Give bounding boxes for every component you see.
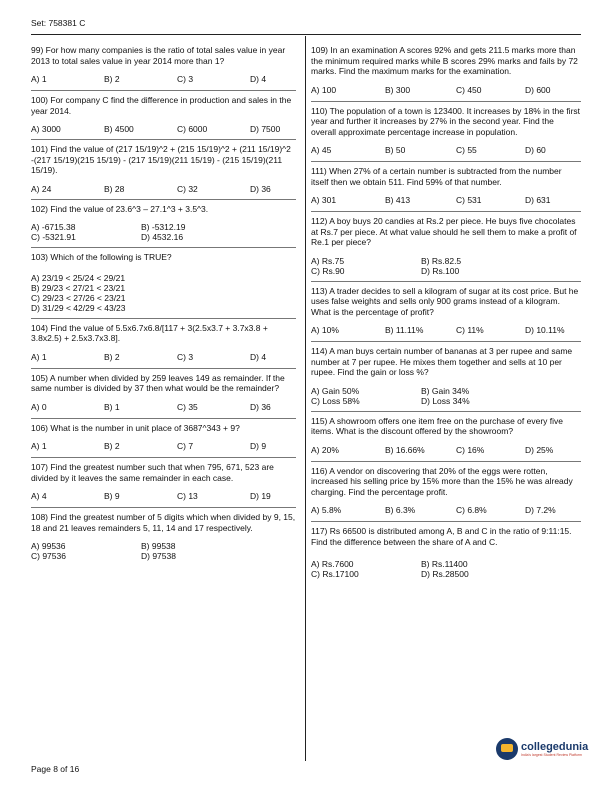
option-a: A) 3000	[31, 124, 61, 134]
option-d: D) 31/29 < 42/29 < 43/23	[31, 302, 126, 313]
question-105	[31, 373, 296, 413]
option-c: C) 3	[177, 351, 194, 362]
option-a: A) 1	[31, 441, 47, 451]
question-text: 111) When 27% of a certain number is subtracted from the number itself then we obtain 511. Find 59% of that number.	[311, 166, 562, 187]
options	[311, 256, 581, 276]
option-b: B) 16.66%	[385, 444, 425, 455]
separator	[31, 507, 296, 508]
options	[311, 386, 581, 406]
option-c: C) 6000	[177, 124, 208, 134]
options	[311, 559, 581, 579]
option-d: D) 9	[250, 441, 267, 451]
option-c: C) -5321.91	[31, 232, 76, 242]
question-text: 116) A vendor on discovering that 20% of the eggs were rotten, increased his selling price by 15% more than the 15% he was already charging. Find the percentage profit.	[311, 465, 573, 497]
option-d: D) 7500	[250, 124, 281, 134]
separator	[311, 461, 581, 462]
collegedunia-logo	[496, 738, 588, 760]
options	[311, 195, 581, 206]
option-a: A) Gain 50%	[311, 385, 360, 396]
option-a: A) 23/19 < 25/24 < 29/21	[31, 272, 126, 283]
option-b: B) 300	[385, 84, 411, 95]
separator	[31, 90, 296, 91]
question-text: 109) In an examination A scores 92% and gets 211.5 marks more than the minimum required marks while B scores 29% marks and fails by 72 marks. Find the maximum marks for the examination.	[311, 45, 578, 76]
option-b: B) 2	[104, 74, 120, 84]
option-d: D) Rs.28500	[421, 569, 469, 579]
option-b: B) 50	[385, 145, 406, 155]
question-117	[311, 526, 581, 579]
option-c: C) Rs.17100	[311, 569, 359, 579]
option-c: C) 3	[177, 74, 194, 84]
option-b: B) 4500	[104, 124, 134, 134]
option-c: C) 35	[177, 401, 198, 412]
option-d: D) 4	[250, 351, 267, 362]
separator	[311, 211, 581, 212]
option-b: B) Rs.82.5	[421, 255, 462, 266]
logo-text	[521, 741, 588, 758]
option-a: A) 5.8%	[311, 505, 342, 515]
separator	[311, 101, 581, 102]
option-a: A) 10%	[311, 325, 339, 335]
question-text: 107) Find the greatest number such that when 795, 671, 523 are divided by it leaves the same remainder in each case.	[31, 462, 274, 483]
option-a: A) 1	[31, 351, 47, 362]
option-c: C) 6.8%	[456, 505, 487, 515]
options	[31, 124, 296, 135]
question-107	[31, 462, 296, 502]
option-a: A) 20%	[311, 444, 339, 455]
question-108	[31, 512, 296, 561]
question-99	[31, 45, 296, 85]
option-a: A) 301	[311, 195, 337, 205]
option-b: B) 11.11%	[385, 325, 424, 335]
option-c: C) 13	[177, 491, 198, 501]
question-text: 106) What is the number in unit place of 3687^343 + 9?	[31, 422, 240, 433]
separator	[31, 199, 296, 200]
question-text: 115) A showroom offers one item free on the purchase of every five items. What is the discount offered by the showroom?	[311, 415, 563, 436]
option-a: A) 99536	[31, 541, 66, 551]
question-text: 99) For how many companies is the ratio of total sales value in year 2013 to total sales value in year 2014 more than 1?	[31, 45, 286, 66]
question-102	[31, 204, 296, 243]
question-106	[31, 423, 296, 453]
option-b: B) 99538	[141, 541, 176, 551]
question-104	[31, 323, 296, 363]
options	[311, 145, 581, 156]
question-text: 117) Rs 66500 is distributed among A, B and C in the ratio of 9:11:15. Find the difference between the share of A and C.	[311, 526, 572, 547]
options	[31, 74, 296, 85]
question-text: 113) A trader decides to sell a kilogram of sugar at its cost price. But he uses false weights and sells only 900 grams instead of a kilogram. What is the percentage of profit?	[311, 285, 579, 317]
option-a: A) Rs.7600	[311, 559, 354, 569]
question-text: 101) Find the value of (217 15/19)^2 + (215 15/19)^2 + (211 15/19)^2 -(217 15/19)(215 15/19) - (217 15/19)(211 15/19) - (215 15/19)(211 15/19).	[31, 144, 291, 175]
option-d: D) 97538	[141, 551, 176, 561]
options	[31, 222, 296, 242]
question-100	[31, 95, 296, 135]
question-text: 112) A boy buys 20 candies at Rs.2 per piece. He buys five chocolates at Rs.7 per piece. At what value should he sell them to make a profit of Re.1 per piece?	[311, 216, 577, 247]
option-b: B) -5312.19	[141, 222, 186, 232]
option-d: D) 7.2%	[525, 505, 556, 515]
option-b: B) 29/23 < 27/21 < 23/21	[31, 282, 126, 293]
option-c: C) 7	[177, 441, 194, 451]
option-b: B) Gain 34%	[421, 385, 470, 396]
option-c: C) 450	[456, 84, 482, 95]
option-d: D) 4532.16	[141, 232, 184, 242]
options	[31, 402, 296, 413]
right-column	[311, 45, 581, 579]
question-110	[311, 106, 581, 157]
option-a: A) 100	[311, 84, 337, 95]
question-text: 110) The population of a town is 123400. It increases by 18% in the first year and further it increases by 27% in the second year. Find the overall approximate percentage increase in population.	[311, 105, 581, 137]
option-a: A) 0	[31, 401, 47, 412]
options	[31, 541, 296, 561]
options	[311, 85, 581, 96]
option-d: D) 36	[250, 401, 271, 412]
option-d: D) 10.11%	[525, 325, 565, 335]
separator	[311, 161, 581, 162]
option-c: C) 29/23 < 27/26 < 23/21	[31, 292, 126, 303]
question-text: 114) A man buys certain number of bananas at 3 per rupee and same number at 7 per rupee. He mixes them together and sells at 10 per rupee. Find the gain or loss %?	[311, 346, 573, 377]
separator	[31, 139, 296, 140]
question-text: 104) Find the value of 5.5x6.7x6.8/[117 + 3(2.5x3.7 + 3.7x3.8 + 3.8x2.5) + 2.5x3.7x3.8].	[31, 322, 268, 343]
question-101	[31, 144, 296, 195]
logo-name: collegedunia	[521, 740, 589, 753]
question-text: 100) For company C find the difference in production and sales in the year 2014.	[31, 95, 292, 116]
options	[31, 491, 296, 502]
option-a: A) Rs.75	[311, 255, 345, 266]
question-text: 103) Which of the following is TRUE?	[31, 252, 172, 262]
set-id: Set: 758381 C	[31, 18, 86, 28]
option-d: D) 25%	[525, 444, 554, 455]
option-c: C) Rs.90	[311, 265, 345, 276]
options	[31, 441, 296, 452]
question-113	[311, 286, 581, 337]
column-divider	[305, 36, 306, 761]
question-103	[31, 252, 296, 313]
option-c: C) 32	[177, 183, 198, 194]
option-d: D) 600	[525, 84, 551, 95]
question-111	[311, 166, 581, 206]
option-c: C) 97536	[31, 551, 66, 561]
option-b: B) 1	[104, 401, 120, 412]
question-116	[311, 466, 581, 517]
separator	[31, 457, 296, 458]
question-text: 102) Find the value of 23.6^3 – 27.1^3 + 3.5^3.	[31, 203, 209, 214]
logo-tagline: India's largest Student Review Platform	[521, 752, 582, 757]
option-a: A) -6715.38	[31, 222, 76, 232]
options	[31, 273, 296, 313]
option-d: D) Rs.100	[421, 265, 460, 276]
option-c: C) Loss 58%	[311, 395, 360, 406]
option-d: D) 19	[250, 491, 271, 501]
separator	[311, 411, 581, 412]
option-b: B) 2	[104, 441, 120, 451]
separator	[31, 318, 296, 319]
separator	[31, 418, 296, 419]
options	[31, 184, 296, 195]
separator	[31, 247, 296, 248]
left-column	[31, 45, 296, 561]
question-text: 108) Find the greatest number of 5 digits which when divided by 9, 15, 18 and 21 leaves remainders 5, 11, 14 and 17 respectively.	[31, 512, 296, 533]
question-112	[311, 216, 581, 276]
option-a: A) 1	[31, 74, 47, 84]
options	[311, 325, 581, 336]
option-c: C) 11%	[456, 325, 484, 335]
option-a: A) 45	[311, 145, 332, 155]
separator	[311, 281, 581, 282]
option-b: B) 6.3%	[385, 505, 416, 515]
option-d: D) 631	[525, 195, 551, 205]
option-b: B) 413	[385, 195, 411, 205]
option-b: B) 2	[104, 351, 120, 362]
option-b: B) Rs.11400	[421, 559, 468, 569]
separator	[311, 341, 581, 342]
separator	[31, 368, 296, 369]
question-115	[311, 416, 581, 456]
option-a: A) 24	[31, 183, 52, 194]
option-d: D) 60	[525, 145, 546, 155]
option-d: D) 36	[250, 183, 271, 194]
separator	[311, 521, 581, 522]
option-d: D) 4	[250, 74, 267, 84]
options	[311, 505, 581, 516]
header-rule	[31, 34, 581, 35]
graduation-cap-icon	[496, 738, 518, 760]
question-109	[311, 45, 581, 96]
question-text: 105) A number when divided by 259 leaves 149 as remainder. If the same number is divided by 37 then what would be the remainder?	[31, 372, 285, 393]
page-number: Page 8 of 16	[31, 764, 80, 774]
option-c: C) 16%	[456, 444, 485, 455]
option-b: B) 28	[104, 183, 125, 194]
options	[311, 445, 581, 456]
option-d: D) Loss 34%	[421, 395, 470, 406]
options	[31, 352, 296, 363]
option-b: B) 9	[104, 491, 120, 501]
option-c: C) 55	[456, 145, 477, 155]
option-c: C) 531	[456, 195, 482, 205]
option-a: A) 4	[31, 491, 47, 501]
question-114	[311, 346, 581, 406]
